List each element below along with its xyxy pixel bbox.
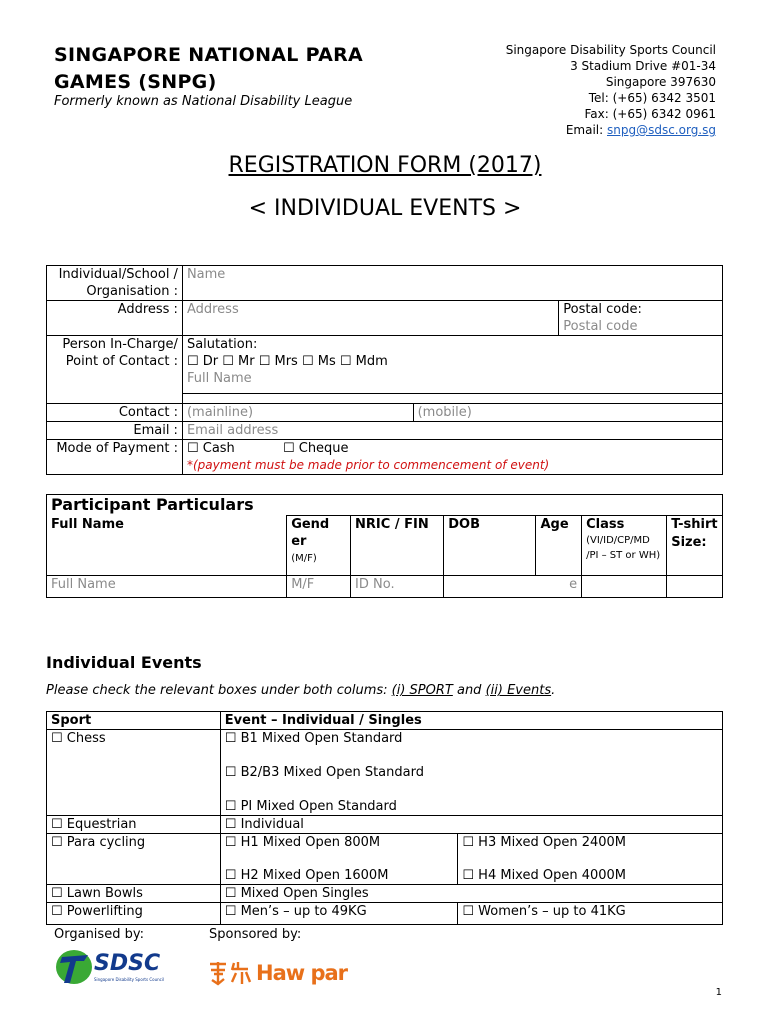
cheque-checkbox[interactable]: ☐ Cheque	[282, 441, 349, 456]
col-gender	[287, 516, 351, 576]
email-label: Email :	[47, 422, 183, 440]
address-label: Address :	[47, 301, 183, 336]
col-gender-title: Gend er	[291, 517, 330, 549]
event-chess-b2b3[interactable]: ☐ B2/B3 Mixed Open Standard	[224, 765, 424, 780]
form-title: REGISTRATION FORM (2017)	[228, 153, 542, 178]
mainline-field[interactable]: (mainline)	[182, 404, 413, 422]
col-class-title: Class	[586, 517, 625, 532]
mobile-field[interactable]: (mobile)	[413, 404, 722, 422]
sdsc-logo-text: SDSC	[94, 951, 161, 976]
contact-full-name-field[interactable]: Full Name	[183, 370, 722, 394]
organisation-subtitle: Formerly known as National Disability League	[54, 94, 353, 109]
cycling-events-right	[458, 834, 723, 885]
sport-chess-checkbox[interactable]: ☐ Chess	[47, 730, 221, 816]
participant-heading: Participant Particulars	[47, 495, 723, 516]
events-instruction	[46, 683, 555, 698]
payment-cell	[182, 440, 722, 475]
chess-events	[220, 730, 722, 816]
postal-code-field[interactable]: Postal code	[563, 319, 638, 334]
organisation-label: Individual/School / Organisation :	[47, 266, 183, 301]
sport-equestrian-checkbox[interactable]: ☐ Equestrian	[47, 816, 221, 834]
payment-label: Mode of Payment :	[47, 440, 183, 475]
col-class	[582, 516, 667, 576]
sdsc-logo	[54, 945, 179, 987]
event-power-men[interactable]: ☐ Men’s – up to 49KG	[220, 903, 458, 925]
event-cycling-h1[interactable]: ☐ H1 Mixed Open 800M	[224, 835, 381, 850]
council-email-link[interactable]: snpg@sdsc.org.sg	[607, 123, 716, 137]
salutation-label: Salutation:	[186, 337, 258, 352]
instruction-and: and	[452, 683, 486, 698]
event-chess-pi[interactable]: ☐ PI Mixed Open Standard	[224, 799, 397, 814]
payment-note: *(payment must be made prior to commencement of event)	[186, 458, 550, 472]
form-subtitle: < INDIVIDUAL EVENTS >	[248, 196, 522, 221]
event-equestrian-individual[interactable]: ☐ Individual	[220, 816, 722, 834]
council-email-label: Email:	[565, 123, 607, 137]
postal-code-cell[interactable]	[559, 301, 723, 336]
sport-lawn-bowls-checkbox[interactable]: ☐ Lawn Bowls	[47, 885, 221, 903]
events-table	[46, 711, 723, 925]
sport-powerlifting-checkbox[interactable]: ☐ Powerlifting	[47, 903, 221, 925]
hawpar-logo-text: Haw par	[256, 961, 348, 985]
sdsc-logo-mark-icon	[54, 945, 94, 987]
participant-gender-field[interactable]: M/F	[287, 576, 351, 598]
instruction-text: Please check the relevant boxes under both colums:	[46, 683, 392, 698]
council-fax: Fax: (+65) 6342 0961	[584, 107, 716, 121]
participant-name-field[interactable]: Full Name	[47, 576, 287, 598]
event-chess-b1[interactable]: ☐ B1 Mixed Open Standard	[224, 731, 403, 746]
email-field[interactable]: Email address	[182, 422, 722, 440]
col-class-sub: (VI/ID/CP/MD /PI – ST or WH)	[586, 535, 661, 561]
organisation-title: SINGAPORE NATIONAL PARA GAMES (SNPG)	[54, 44, 364, 93]
person-in-charge-label: Person In-Charge/ Point of Contact :	[47, 336, 183, 404]
col-gender-sub: (M/F)	[291, 553, 317, 564]
contact-table	[46, 265, 723, 475]
payment-options	[187, 440, 718, 457]
sdsc-logo-tagline: Singapore Disability Sports Council	[94, 977, 165, 982]
events-heading: Individual Events	[46, 653, 202, 672]
cycling-events-left	[220, 834, 458, 885]
hawpar-chinese-mark-icon	[208, 960, 254, 986]
col-nric: NRIC / FIN	[351, 516, 444, 576]
event-cycling-h2[interactable]: ☐ H2 Mixed Open 1600M	[224, 868, 389, 883]
person-in-charge-cell	[182, 336, 722, 404]
event-bowls-singles[interactable]: ☐ Mixed Open Singles	[220, 885, 722, 903]
participant-age-field[interactable]: e	[536, 576, 582, 598]
col-tshirt: T-shirt Size:	[667, 516, 723, 576]
cash-checkbox[interactable]: ☐ Cash	[186, 441, 235, 456]
council-address: 3 Stadium Drive #01-34 Singapore 397630	[570, 59, 716, 89]
page-number: 1	[715, 987, 722, 998]
council-name: Singapore Disability Sports Council	[505, 43, 716, 57]
col-full-name: Full Name	[47, 516, 287, 576]
contact-label: Contact :	[47, 404, 183, 422]
postal-code-label: Postal code:	[563, 302, 642, 317]
instruction-end: .	[551, 683, 556, 698]
participant-dob-field[interactable]	[444, 576, 536, 598]
sponsored-by-label: Sponsored by:	[209, 927, 302, 942]
council-email-line	[416, 122, 716, 138]
sport-cycling-checkbox[interactable]: ☐ Para cycling	[47, 834, 221, 885]
participant-nric-field[interactable]: ID No.	[351, 576, 444, 598]
col-age: Age	[536, 516, 582, 576]
event-cycling-h3[interactable]: ☐ H3 Mixed Open 2400M	[462, 835, 627, 850]
col-sport: Sport	[47, 712, 221, 730]
col-dob: DOB	[444, 516, 536, 576]
salutation-options[interactable]: ☐ Dr ☐ Mr ☐ Mrs ☐ Ms ☐ Mdm	[186, 354, 388, 369]
council-address-block	[416, 42, 716, 138]
organised-by-label: Organised by:	[54, 927, 144, 942]
instruction-events: (ii) Events	[485, 683, 552, 698]
event-cycling-h4[interactable]: ☐ H4 Mixed Open 4000M	[462, 868, 627, 883]
council-tel: Tel: (+65) 6342 3501	[588, 91, 716, 105]
instruction-sport: (i) SPORT	[391, 683, 453, 698]
participant-class-field[interactable]	[582, 576, 667, 598]
participant-tshirt-field[interactable]	[667, 576, 723, 598]
participant-table	[46, 494, 723, 598]
organisation-name-field[interactable]: Name	[182, 266, 722, 301]
address-field[interactable]: Address	[182, 301, 558, 336]
event-power-women[interactable]: ☐ Women’s – up to 41KG	[458, 903, 723, 925]
col-event: Event – Individual / Singles	[220, 712, 722, 730]
hawpar-logo	[208, 960, 358, 990]
